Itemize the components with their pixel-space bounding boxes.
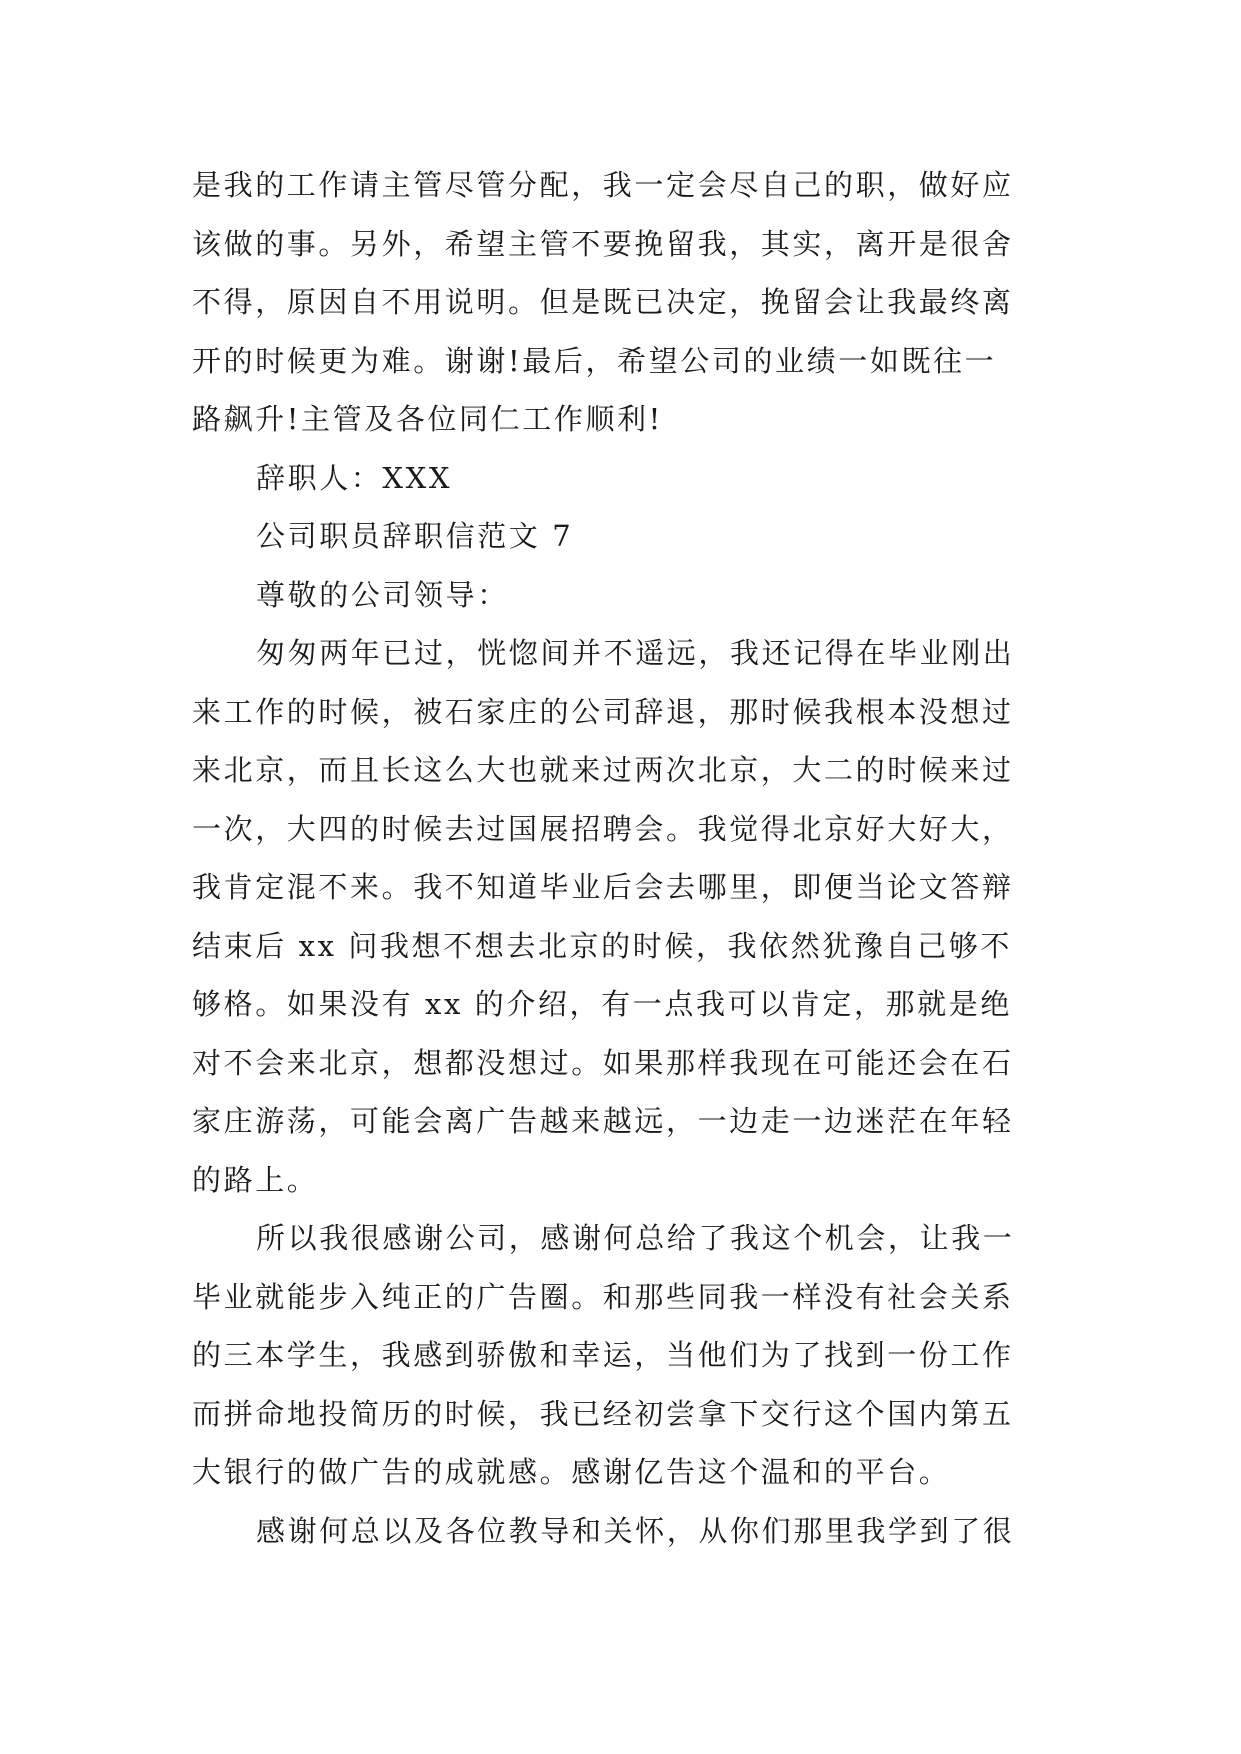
- text-line: 家庄游荡，可能会离广告越来越远，一边走一边迷茫在年轻: [192, 1104, 1014, 1138]
- text-line: 匆匆两年已过，恍惚间并不遥远，我还记得在毕业刚出: [256, 636, 1015, 670]
- paragraph-p3: [192, 507, 1052, 566]
- text-line: 路飙升!主管及各位同仁工作顺利!: [192, 402, 663, 436]
- paragraph-p2: [192, 449, 1052, 508]
- document-body: [192, 156, 1052, 1560]
- paragraph-p7: [192, 1502, 1052, 1561]
- text-line: 是我的工作请主管尽管分配，我一定会尽自己的职，做好应: [192, 168, 1014, 202]
- text-line: 而拼命地投简历的时候，我已经初尝拿下交行这个国内第五: [192, 1396, 1014, 1431]
- text-line: 的三本学生，我感到骄傲和幸运，当他们为了找到一份工作: [192, 1338, 1014, 1372]
- paragraph-p5: [192, 624, 1052, 1209]
- text-line: 所以我很感谢公司，感谢何总给了我这个机会，让我一: [256, 1221, 1015, 1255]
- text-line: 尊敬的公司领导：: [256, 577, 509, 612]
- paragraph-p1: [192, 156, 1052, 449]
- text-line: 结束后 xx 问我想不想去北京的时候，我依然犹豫自己够不: [192, 928, 1012, 963]
- text-line: 开的时候更为难。谢谢!最后，希望公司的业绩一如既往一: [192, 343, 997, 378]
- text-line: 我肯定混不来。我不知道毕业后会去哪里，即便当论文答辩: [192, 870, 1014, 904]
- text-line: 来工作的时候，被石家庄的公司辞退，那时候我根本没想过: [192, 694, 1014, 729]
- text-line: 感谢何总以及各位教导和关怀，从你们那里我学到了很: [256, 1513, 1015, 1548]
- text-line: 辞职人：XXX: [256, 460, 453, 495]
- text-line: 对不会来北京，想都没想过。如果那样我现在可能还会在石: [192, 1045, 1014, 1080]
- text-line: 毕业就能步入纯正的广告圈。和那些同我一样没有社会关系: [192, 1279, 1014, 1314]
- text-line: 一次，大四的时候去过国展招聘会。我觉得北京好大好大，: [192, 811, 1014, 846]
- paragraph-p4: [192, 566, 1052, 625]
- text-line: 公司职员辞职信范文 7: [256, 519, 574, 553]
- paragraph-p6: [192, 1209, 1052, 1502]
- text-line: 够格。如果没有 xx 的介绍，有一点我可以肯定，那就是绝: [192, 987, 1012, 1021]
- text-line: 该做的事。另外，希望主管不要挽留我，其实，离开是很舍: [192, 226, 1014, 261]
- text-line: 大银行的做广告的成就感。感谢亿告这个温和的平台。: [192, 1455, 951, 1489]
- text-line: 的路上。: [192, 1162, 319, 1197]
- text-line: 来北京，而且长这么大也就来过两次北京，大二的时候来过: [192, 753, 1014, 787]
- text-line: 不得，原因自不用说明。但是既已决定，挽留会让我最终离: [192, 285, 1014, 319]
